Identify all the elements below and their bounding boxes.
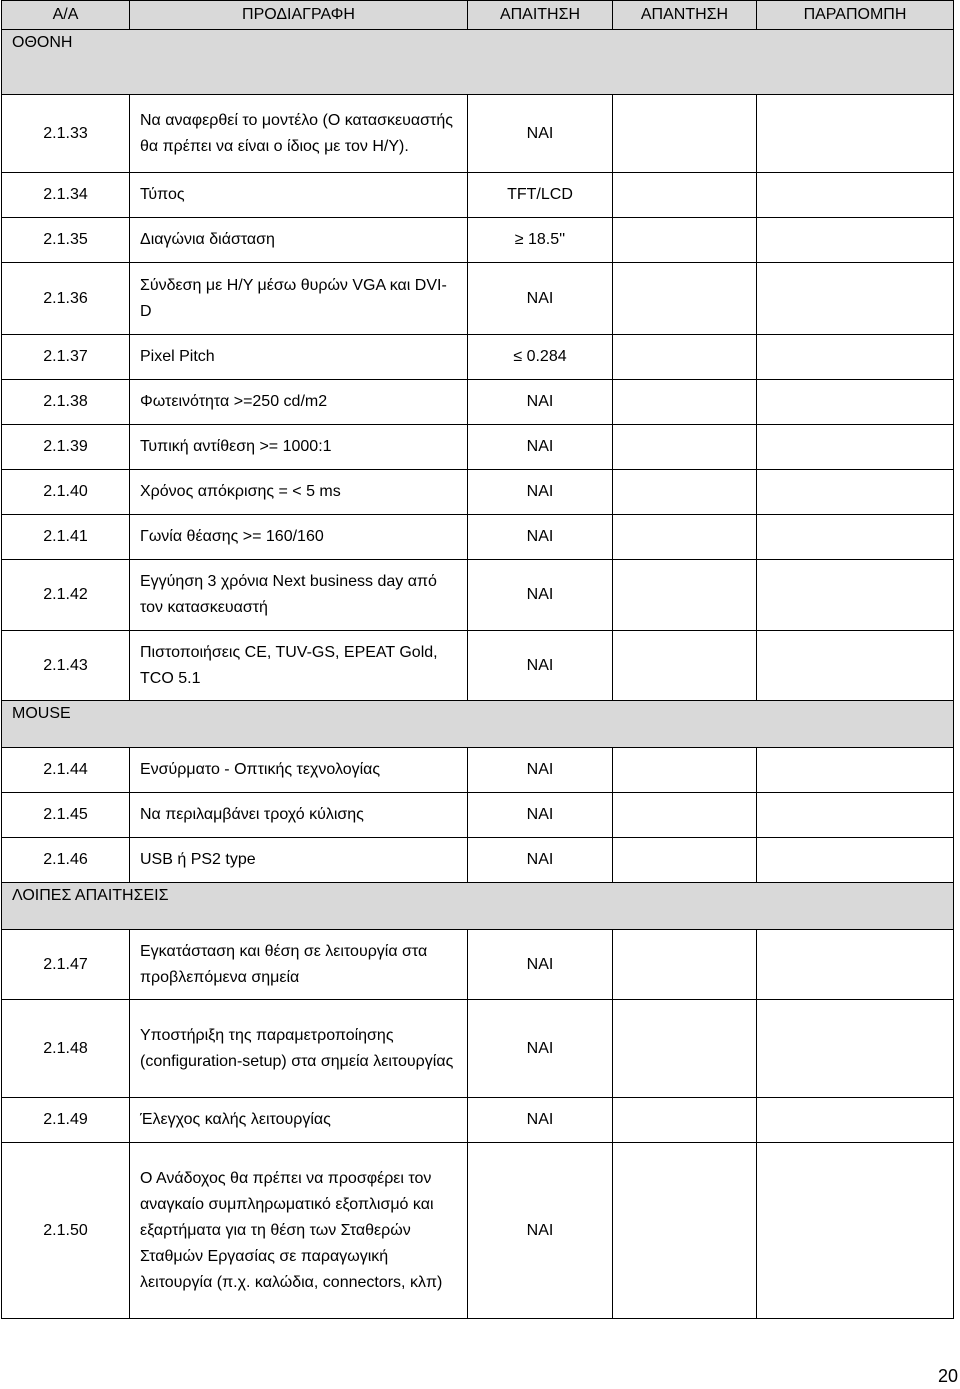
table-row [2,1098,954,1143]
section-title-monitor: ΟΘΟΝΗ [2,30,954,95]
table-row [2,560,954,631]
header-row [2,1,954,30]
row-spec: Εγγύηση 3 χρόνια Next business day από τον κατασκευαστή [130,560,468,631]
row-spec: Ο Ανάδοχος θα πρέπει να προσφέρει τον αναγκαίο συμπληρωματικό εξοπλισμό και εξαρτήματα για τη θέση των Σταθερών Σταθμών Εργασίας σε παραγωγική λειτουργία (π.χ. καλώδια, connectors, κλπ) [130,1143,468,1319]
row-answer[interactable] [613,173,757,218]
spec-table [1,0,954,1319]
row-reference[interactable] [757,838,954,883]
table-row [2,1143,954,1319]
table-row [2,470,954,515]
row-answer[interactable] [613,631,757,701]
table-row [2,425,954,470]
row-reference[interactable] [757,1143,954,1319]
header-requirement: ΑΠΑΙΤΗΣΗ [468,1,613,30]
row-answer[interactable] [613,1143,757,1319]
row-spec: Τύπος [130,173,468,218]
row-requirement: ΝΑΙ [468,425,613,470]
header-reference: ΠΑΡΑΠΟΜΠΗ [757,1,954,30]
row-reference[interactable] [757,793,954,838]
row-code: 2.1.33 [2,95,130,173]
table-row [2,631,954,701]
row-code: 2.1.37 [2,335,130,380]
row-answer[interactable] [613,1000,757,1098]
row-spec: Φωτεινότητα >=250 cd/m2 [130,380,468,425]
section-row-mouse [2,701,954,748]
row-code: 2.1.42 [2,560,130,631]
section-row-monitor [2,30,954,95]
row-spec: Γωνία θέασης >= 160/160 [130,515,468,560]
row-code: 2.1.47 [2,930,130,1000]
row-answer[interactable] [613,470,757,515]
header-code: Α/Α [2,1,130,30]
row-code: 2.1.43 [2,631,130,701]
table-row [2,263,954,335]
row-answer[interactable] [613,218,757,263]
section-title-mouse: MOUSE [2,701,954,748]
row-reference[interactable] [757,470,954,515]
row-reference[interactable] [757,173,954,218]
row-code: 2.1.50 [2,1143,130,1319]
row-reference[interactable] [757,335,954,380]
row-answer[interactable] [613,793,757,838]
row-answer[interactable] [613,335,757,380]
row-requirement: ΝΑΙ [468,515,613,560]
row-code: 2.1.48 [2,1000,130,1098]
row-requirement: ΝΑΙ [468,1000,613,1098]
row-requirement: ΝΑΙ [468,631,613,701]
row-reference[interactable] [757,748,954,793]
row-answer[interactable] [613,560,757,631]
row-reference[interactable] [757,425,954,470]
row-spec: Πιστοποιήσεις CE, TUV-GS, EPEAT Gold, TCO 5.1 [130,631,468,701]
row-reference[interactable] [757,631,954,701]
table-row [2,173,954,218]
row-requirement: ΝΑΙ [468,560,613,631]
row-spec: Χρόνος απόκρισης = < 5 ms [130,470,468,515]
row-code: 2.1.39 [2,425,130,470]
row-requirement: ≥ 18.5'' [468,218,613,263]
row-spec: Εγκατάσταση και θέση σε λειτουργία στα προβλεπόμενα σημεία [130,930,468,1000]
table-row [2,218,954,263]
row-requirement: ΝΑΙ [468,1098,613,1143]
row-code: 2.1.34 [2,173,130,218]
row-spec: Να περιλαμβάνει τροχό κύλισης [130,793,468,838]
header-spec: ΠΡΟΔΙΑΓΡΑΦΗ [130,1,468,30]
row-requirement: ΝΑΙ [468,95,613,173]
row-spec: Τυπική αντίθεση >= 1000:1 [130,425,468,470]
row-spec: Σύνδεση με Η/Υ μέσω θυρών VGA και DVI-D [130,263,468,335]
row-reference[interactable] [757,95,954,173]
page-number: 20 [937,1366,958,1386]
row-reference[interactable] [757,218,954,263]
row-requirement: ΝΑΙ [468,380,613,425]
row-answer[interactable] [613,95,757,173]
row-reference[interactable] [757,930,954,1000]
table-row [2,380,954,425]
row-answer[interactable] [613,930,757,1000]
row-spec: Διαγώνια διάσταση [130,218,468,263]
table-row [2,838,954,883]
row-reference[interactable] [757,263,954,335]
row-code: 2.1.38 [2,380,130,425]
row-code: 2.1.45 [2,793,130,838]
row-answer[interactable] [613,748,757,793]
row-reference[interactable] [757,1098,954,1143]
row-answer[interactable] [613,380,757,425]
row-code: 2.1.46 [2,838,130,883]
table-row [2,95,954,173]
row-spec: Να αναφερθεί το μοντέλο (Ο κατασκευαστής θα πρέπει να είναι ο ίδιος με τον Η/Υ). [130,95,468,173]
row-requirement: ≤ 0.284 [468,335,613,380]
row-answer[interactable] [613,838,757,883]
section-title-other: ΛΟΙΠΕΣ ΑΠΑΙΤΗΣΕΙΣ [2,883,954,930]
row-code: 2.1.44 [2,748,130,793]
row-code: 2.1.40 [2,470,130,515]
row-reference[interactable] [757,380,954,425]
row-requirement: ΝΑΙ [468,838,613,883]
row-requirement: ΝΑΙ [468,793,613,838]
row-requirement: ΝΑΙ [468,470,613,515]
header-answer: ΑΠΑΝΤΗΣΗ [613,1,757,30]
row-spec: Υποστήριξη της παραμετροποίησης (configuration-setup) στα σημεία λειτουργίας [130,1000,468,1098]
row-reference[interactable] [757,515,954,560]
row-reference[interactable] [757,1000,954,1098]
row-requirement: ΝΑΙ [468,748,613,793]
row-code: 2.1.49 [2,1098,130,1143]
row-code: 2.1.41 [2,515,130,560]
row-answer[interactable] [613,515,757,560]
row-code: 2.1.35 [2,218,130,263]
table-row [2,748,954,793]
row-requirement: TFT/LCD [468,173,613,218]
row-reference[interactable] [757,560,954,631]
table-row [2,335,954,380]
row-requirement: ΝΑΙ [468,930,613,1000]
table-row [2,515,954,560]
table-row [2,1000,954,1098]
row-code: 2.1.36 [2,263,130,335]
row-answer[interactable] [613,425,757,470]
row-spec: Έλεγχος καλής λειτουργίας [130,1098,468,1143]
row-answer[interactable] [613,1098,757,1143]
section-row-other [2,883,954,930]
table-row [2,793,954,838]
row-spec: Ενσύρματο - Οπτικής τεχνολογίας [130,748,468,793]
row-requirement: ΝΑΙ [468,1143,613,1319]
table-row [2,930,954,1000]
row-requirement: ΝΑΙ [468,263,613,335]
row-answer[interactable] [613,263,757,335]
row-spec: USB ή PS2 type [130,838,468,883]
row-spec: Pixel Pitch [130,335,468,380]
